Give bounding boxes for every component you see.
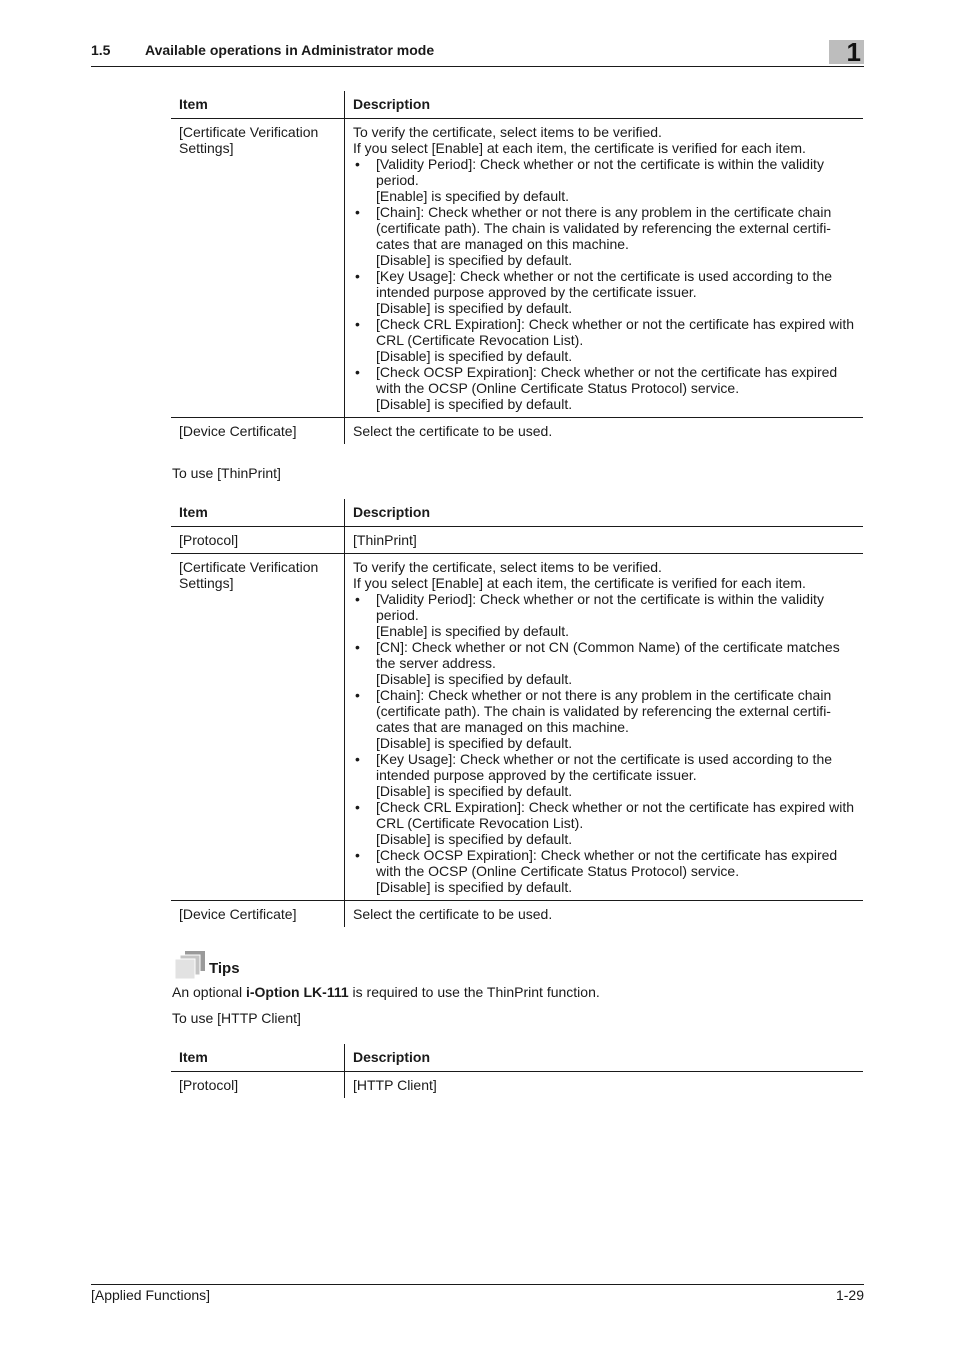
list-item xyxy=(353,687,855,751)
section-number: 1.5 xyxy=(91,42,111,58)
option-text: [Validity Period]: Check whether or not the certificate is within the validity period. xyxy=(376,156,824,188)
column-header-description: Description xyxy=(345,91,864,119)
description-intro: If you select [Enable] at each item, the certificate is verified for each item. xyxy=(353,575,806,591)
option-default: [Enable] is specified by default. xyxy=(376,188,570,204)
column-header-item: Item xyxy=(171,1044,345,1072)
option-default: [Disable] is specified by default. xyxy=(376,831,573,847)
option-text: [Validity Period]: Check whether or not the certificate is within the validity period. xyxy=(376,591,824,623)
tips-text-end: is required to use the ThinPrint function. xyxy=(348,984,600,1000)
option-default: [Disable] is specified by default. xyxy=(376,783,573,799)
option-list xyxy=(353,591,855,895)
item-cell: [Device Certificate] xyxy=(171,418,345,445)
list-item xyxy=(353,204,855,268)
list-item xyxy=(353,799,855,847)
table-row xyxy=(171,901,863,928)
option-list xyxy=(353,156,855,412)
description-intro: To verify the certificate, select items to be verified. xyxy=(353,124,662,140)
table-row xyxy=(171,119,863,418)
item-cell: [Protocol] xyxy=(171,527,345,554)
table-header-row xyxy=(171,1044,863,1072)
option-default: [Disable] is specified by default. xyxy=(376,735,573,751)
intro-http-client: To use [HTTP Client] xyxy=(172,1010,301,1026)
description-cell: [ThinPrint] xyxy=(345,527,864,554)
list-item xyxy=(353,591,855,639)
list-item xyxy=(353,751,855,799)
option-text: [Check OCSP Expiration]: Check whether or not the certificate has expired with the OCSP (Online Certificate Status Protocol) service. xyxy=(376,847,838,879)
description-cell xyxy=(345,119,864,418)
option-default: [Disable] is specified by default. xyxy=(376,396,573,412)
section-title: Available operations in Administrator mode xyxy=(145,42,435,58)
table-header-row xyxy=(171,499,863,527)
settings-table-1 xyxy=(171,91,863,444)
option-text: [Check CRL Expiration]: Check whether or not the certificate has expired with CRL (Certificate Revocation List). xyxy=(376,799,855,831)
list-item xyxy=(353,268,855,316)
tips-product-name: i-Option LK-111 xyxy=(245,984,349,1000)
table-row xyxy=(171,1072,863,1099)
description-cell: [HTTP Client] xyxy=(353,1077,437,1093)
table-row xyxy=(171,554,863,901)
item-cell: [Certificate Verification Settings] xyxy=(171,554,345,901)
tips-pages-icon xyxy=(173,950,207,982)
option-text: [Chain]: Check whether or not there is any problem in the certificate chain (certificate path). The chain is validated by referencing the external certifi-cates that are managed on this machine. xyxy=(376,687,832,735)
column-header-item: Item xyxy=(171,499,345,527)
tips-label: Tips xyxy=(209,960,240,977)
intro-thinprint: To use [ThinPrint] xyxy=(172,465,281,481)
description-cell xyxy=(345,554,864,901)
option-default: [Disable] is specified by default. xyxy=(376,252,573,268)
page-header xyxy=(91,37,864,67)
table-row xyxy=(171,527,863,554)
item-cell: [Device Certificate] xyxy=(171,901,345,928)
option-text: [Check OCSP Expiration]: Check whether or not the certificate has expired with the OCSP (Online Certificate Status Protocol) service. xyxy=(376,364,838,396)
tips-text-start: An optional xyxy=(172,984,246,1000)
list-item xyxy=(353,316,855,364)
option-default: [Disable] is specified by default. xyxy=(376,348,573,364)
footer-chapter-name: [Applied Functions] xyxy=(91,1287,211,1303)
description-intro: If you select [Enable] at each item, the certificate is verified for each item. xyxy=(353,140,806,156)
column-header-description: Description xyxy=(345,499,864,527)
chapter-badge: 1 xyxy=(829,40,864,64)
list-item xyxy=(353,847,855,895)
description-intro: To verify the certificate, select items to be verified. xyxy=(353,559,662,575)
settings-table-3 xyxy=(171,1044,863,1098)
option-default: [Disable] is specified by default. xyxy=(376,879,573,895)
list-item xyxy=(353,639,855,687)
option-text: [Key Usage]: Check whether or not the certificate is used according to the intended purpose approved by the certificate issuer. xyxy=(376,268,833,300)
option-default: [Disable] is specified by default. xyxy=(376,671,573,687)
option-default: [Enable] is specified by default. xyxy=(376,623,570,639)
item-cell: [Certificate Verification Settings] xyxy=(171,119,345,418)
page-number: 1-29 xyxy=(835,1287,864,1303)
option-text: [Chain]: Check whether or not there is any problem in the certificate chain (certificate path). The chain is validated by referencing the external certifi-cates that are managed on this machine. xyxy=(376,204,832,252)
option-default: [Disable] is specified by default. xyxy=(376,300,573,316)
list-item xyxy=(353,156,855,204)
table-row xyxy=(171,418,863,445)
page-footer xyxy=(91,1284,864,1303)
list-item xyxy=(353,364,855,412)
option-text: [CN]: Check whether or not CN (Common Name) of the certificate matches the server address. xyxy=(376,639,840,671)
settings-table-2 xyxy=(171,499,863,927)
column-header-item: Item xyxy=(171,91,345,119)
table-header-row xyxy=(171,91,863,119)
option-text: [Check CRL Expiration]: Check whether or not the certificate has expired with CRL (Certificate Revocation List). xyxy=(376,316,855,348)
tips-text xyxy=(172,984,600,1000)
column-header-description: Description xyxy=(345,1044,864,1072)
description-cell: Select the certificate to be used. xyxy=(353,906,553,922)
option-text: [Key Usage]: Check whether or not the certificate is used according to the intended purpose approved by the certificate issuer. xyxy=(376,751,833,783)
description-cell: Select the certificate to be used. xyxy=(353,423,553,439)
item-cell: [Protocol] xyxy=(171,1072,345,1099)
